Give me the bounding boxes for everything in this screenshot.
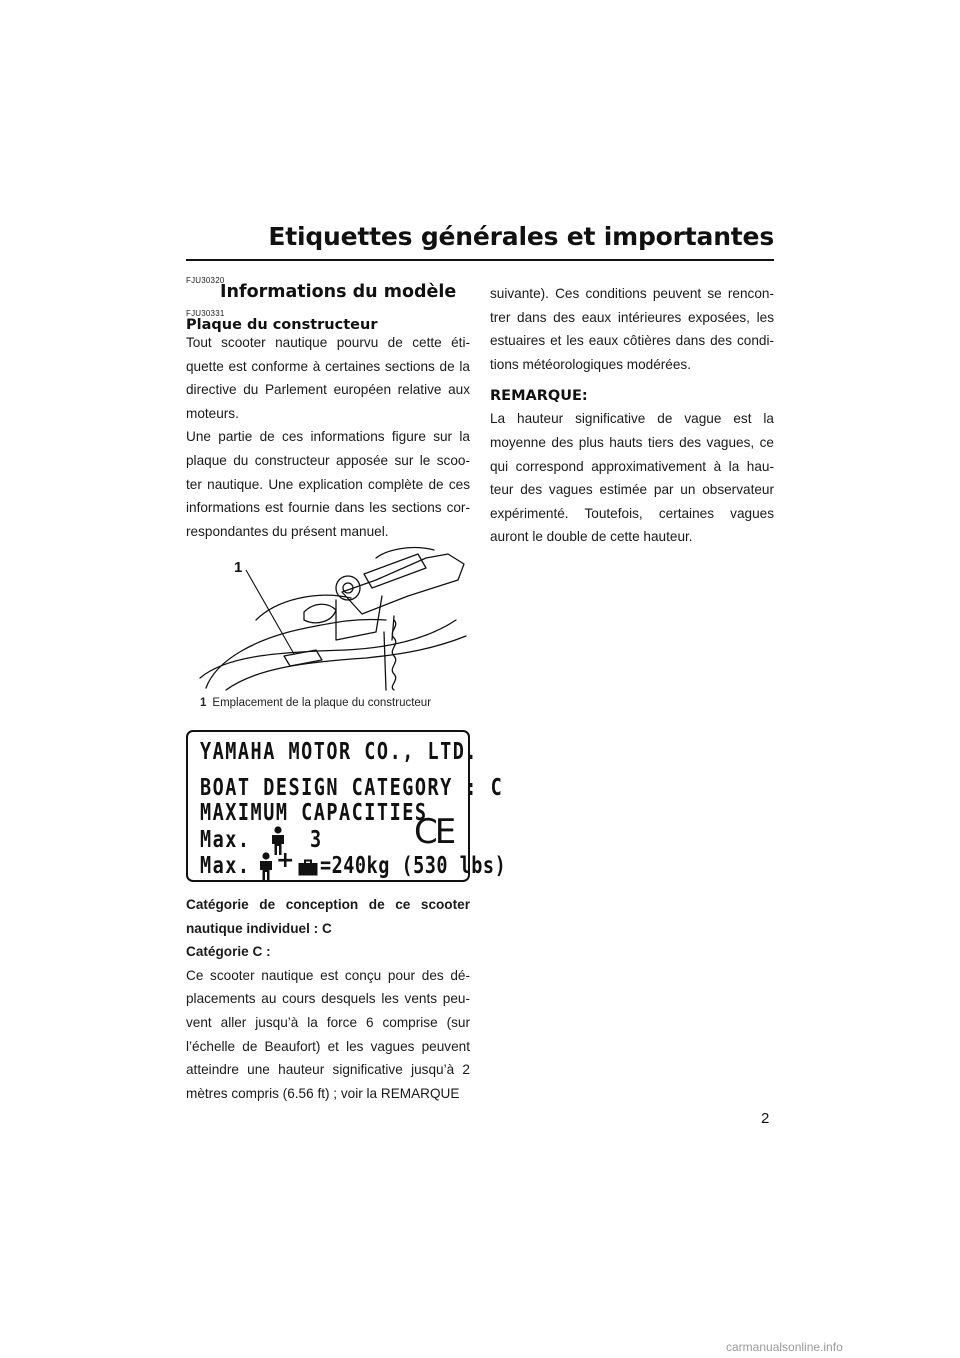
person-icon — [258, 852, 274, 882]
plate-line-capacities: MAXIMUM CAPACITIES — [200, 800, 428, 827]
caption-number: 1 — [200, 697, 207, 709]
plate-max-label-persons: Max. — [200, 827, 251, 854]
plate-max-label-load: Max. — [200, 853, 251, 880]
page-header-title: Etiquettes générales et importantes — [268, 222, 774, 251]
plate-persons-value: 3 — [310, 827, 322, 854]
left-column-top — [186, 331, 470, 543]
left-column-bottom — [186, 893, 470, 1105]
plate-line-manufacturer: YAMAHA MOTOR CO., LTD. — [200, 739, 479, 766]
luggage-icon — [298, 859, 318, 876]
paragraph-plate-info: Une partie de ces informations figure sur la plaque du constructeur apposée sur le scoo-ter nautique. Une explication complète de ces informations est fournie dans les sections cor-respondantes du présent manuel. — [186, 429, 470, 539]
plate-load-value: =240kg (530 lbs) — [320, 853, 507, 880]
note-title: REMARQUE: — [490, 388, 588, 405]
figure-caption — [200, 697, 431, 709]
section-code: FJU30320 — [186, 276, 225, 285]
figure-callout-1: 1 — [234, 559, 243, 576]
section-title: Informations du modèle — [220, 282, 457, 302]
paragraph-directive: Tout scooter nautique pourvu de cette éti-quette est conforme à certaines sections de la directive du Parlement européen relative aux moteurs. — [186, 335, 470, 421]
paragraph-category-c: Ce scooter nautique est conçu pour des dé-placements au cours desquels les vents peu-vent aller jusqu’à la force 6 comprise (sur l’échelle de Beaufort) et les vagues peuvent atteindre une hauteur significative jusqu’à 2 mètres compris (6.56 ft) ; voir la REMARQUE — [186, 967, 470, 1101]
caption-text: Emplacement de la plaque du constructeur — [212, 697, 432, 709]
manufacturer-plate — [186, 730, 507, 882]
watercraft-illustration — [186, 540, 470, 692]
page-number: 2 — [761, 1110, 770, 1127]
category-c-label: Catégorie C : — [186, 944, 271, 960]
subsection-title: Plaque du constructeur — [186, 317, 378, 333]
right-column — [490, 282, 774, 549]
subsection-code: FJU30331 — [186, 309, 225, 318]
note-text: La hauteur significative de vague est la moyenne des plus hauts tiers des vagues, ce qui correspond approximativement à la hau-teur des vagues estimée par un observateur expérimenté. Toutefois, certaines vagues auront le double de cette hauteur. — [490, 411, 774, 545]
plate-line-design-category: BOAT DESIGN CATEGORY : C — [200, 775, 504, 802]
watermark: carmanualsonline.info — [726, 1340, 843, 1354]
ce-mark: CE — [414, 812, 454, 852]
plate-plus-sign: + — [276, 848, 295, 873]
category-heading: Catégorie de conception de ce scooter nautique individuel : C — [186, 897, 470, 936]
paragraph-conditions: suivante). Ces conditions peuvent se rencon-trer dans des eaux intérieures exposées, les estuaires et les eaux côtières dans des condi-tions météorologiques modérées. — [490, 286, 774, 372]
header-rule — [186, 259, 774, 261]
